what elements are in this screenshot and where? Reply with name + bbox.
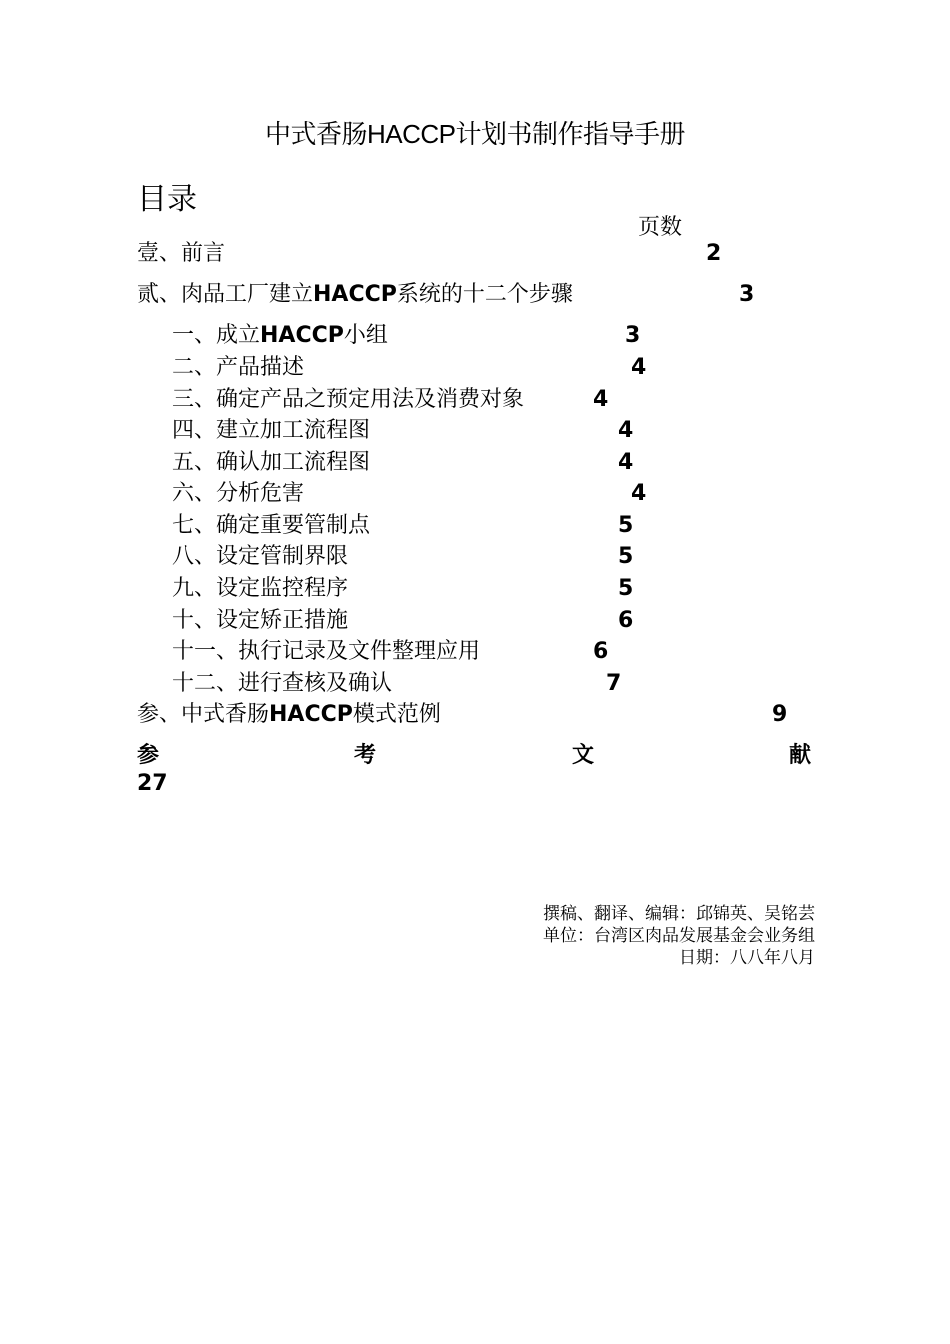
- references-char-1: 参: [137, 743, 160, 768]
- references-char-2: 考: [354, 743, 377, 768]
- toc-entry-page: 3: [739, 282, 755, 307]
- toc-step-label: 十一、执行记录及文件整理应用: [172, 639, 481, 664]
- toc-step-label: 八、设定管制界限: [172, 544, 349, 569]
- credit-authors: 撰稿、翻译、编辑：邱锦英、吴铭芸: [543, 904, 815, 924]
- toc-step-label: 十二、进行查核及确认: [172, 671, 393, 696]
- toc-step-label: 二、产品描述: [172, 355, 305, 380]
- toc-step-label: 三、确定产品之预定用法及消费对象: [172, 387, 525, 412]
- pages-column-heading: 页数: [638, 215, 683, 240]
- toc-step-page: 5: [618, 576, 634, 601]
- toc-step-page: 4: [618, 450, 634, 475]
- credit-date: 日期：八八年八月: [679, 948, 815, 968]
- toc-step-page: 4: [631, 355, 647, 380]
- toc-step-page: 7: [606, 671, 622, 696]
- toc-entry-page: 9: [772, 702, 788, 727]
- toc-step-page: 5: [618, 544, 634, 569]
- toc-entry-label-suffix: 系统的十二个步骤: [396, 282, 573, 307]
- toc-entry-label-bold: HACCP: [269, 702, 353, 727]
- toc-heading: 目录: [137, 182, 197, 217]
- toc-entry-label-suffix: 模式范例: [352, 702, 441, 727]
- toc-step-label: 九、设定监控程序: [172, 576, 349, 601]
- references-char-4: 献: [789, 743, 812, 768]
- document-title: 中式香肠HACCP计划书制作指导手册: [264, 119, 685, 149]
- references-char-3: 文: [572, 743, 595, 768]
- toc-entry-label: 壹、前言: [137, 241, 226, 266]
- toc-entry-label: 贰、肉品工厂建立: [137, 282, 314, 307]
- toc-step-page: 3: [625, 323, 641, 348]
- toc-step-page: 6: [618, 608, 634, 633]
- credit-unit: 单位：台湾区肉品发展基金会业务组: [543, 926, 815, 946]
- toc-step-label-bold: HACCP: [260, 323, 344, 348]
- toc-entry-page: 2: [706, 241, 722, 266]
- references-page: 27: [137, 771, 168, 796]
- toc-step-page: 4: [631, 481, 647, 506]
- toc-step-page: 6: [593, 639, 609, 664]
- toc-entry-label-bold: HACCP: [313, 282, 397, 307]
- toc-step-page: 5: [618, 513, 634, 538]
- toc-step-page: 4: [593, 387, 609, 412]
- toc-step-page: 4: [618, 418, 634, 443]
- toc-step-label-suffix: 小组: [343, 323, 388, 348]
- toc-step-label: 七、确定重要管制点: [172, 513, 371, 538]
- toc-step-label: 四、建立加工流程图: [172, 418, 371, 443]
- toc-entry-label: 参、中式香肠: [137, 702, 270, 727]
- toc-step-label: 五、确认加工流程图: [172, 450, 371, 475]
- toc-step-label: 六、分析危害: [172, 481, 305, 506]
- toc-step-label: 一、成立: [172, 323, 261, 348]
- toc-step-label: 十、设定矫正措施: [172, 608, 349, 633]
